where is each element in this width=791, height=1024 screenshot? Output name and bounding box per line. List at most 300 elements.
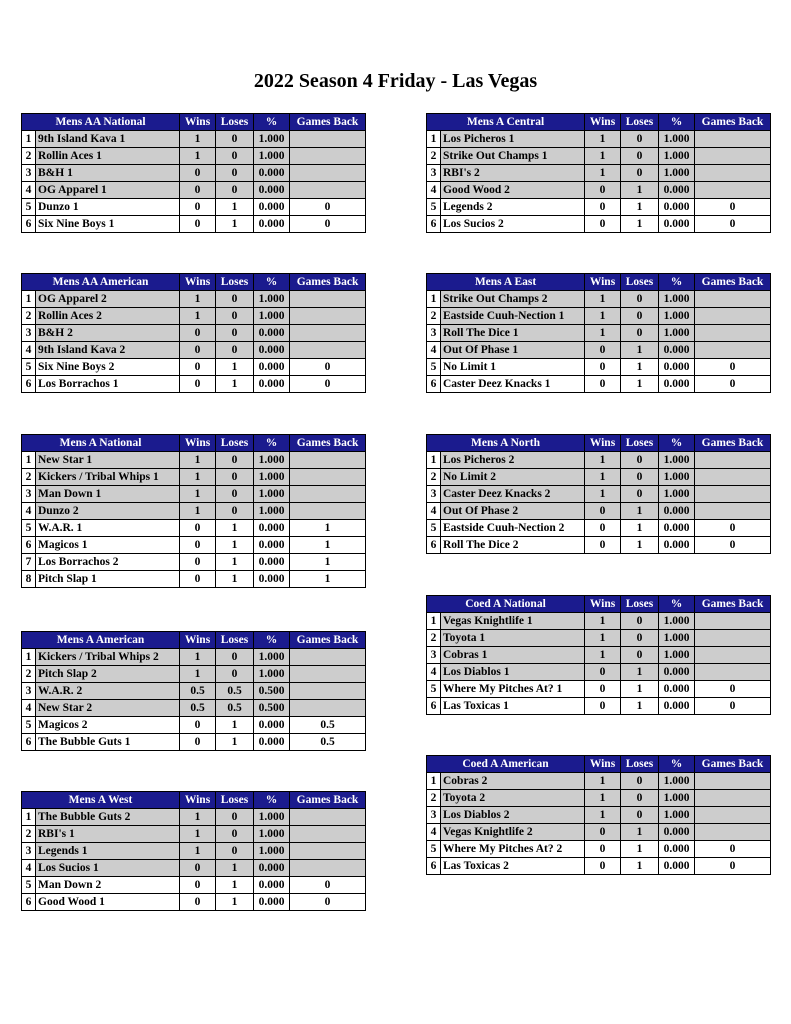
loses-cell: 0.5 <box>216 700 254 717</box>
rank-cell: 5 <box>427 520 441 537</box>
games-back-cell: 0 <box>695 520 771 537</box>
column-header-gb: Games Back <box>695 274 771 291</box>
standings-table <box>426 434 771 554</box>
table-row <box>427 291 771 308</box>
wins-cell: 1 <box>180 843 216 860</box>
column-header-wins: Wins <box>585 435 621 452</box>
wins-cell: 0 <box>180 717 216 734</box>
loses-cell: 0 <box>216 182 254 199</box>
table-row <box>22 376 366 393</box>
games-back-cell <box>290 325 366 342</box>
table-row <box>22 683 366 700</box>
team-cell: Roll The Dice 2 <box>441 537 585 554</box>
wins-cell: 0 <box>585 359 621 376</box>
loses-cell: 0 <box>621 325 659 342</box>
pct-cell: 0.000 <box>254 325 290 342</box>
games-back-cell: 0.5 <box>290 717 366 734</box>
loses-cell: 1 <box>621 182 659 199</box>
wins-cell: 1 <box>180 666 216 683</box>
rank-cell: 5 <box>22 717 36 734</box>
team-cell: Los Borrachos 1 <box>36 376 180 393</box>
wins-cell: 0 <box>585 342 621 359</box>
loses-cell: 0 <box>621 469 659 486</box>
table-row <box>427 858 771 875</box>
rank-cell: 6 <box>22 376 36 393</box>
pct-cell: 1.000 <box>659 807 695 824</box>
pct-cell: 0.000 <box>254 520 290 537</box>
table-header-row <box>22 632 366 649</box>
loses-cell: 0 <box>216 148 254 165</box>
team-cell: OG Apparel 1 <box>36 182 180 199</box>
column-header-pct: % <box>659 756 695 773</box>
team-cell: Cobras 2 <box>441 773 585 790</box>
loses-cell: 0 <box>216 342 254 359</box>
pct-cell: 0.000 <box>254 554 290 571</box>
rank-cell: 5 <box>427 841 441 858</box>
table-row <box>427 452 771 469</box>
standings-table <box>21 434 366 588</box>
table-row <box>427 647 771 664</box>
team-cell: Magicos 1 <box>36 537 180 554</box>
games-back-cell <box>695 325 771 342</box>
team-cell: RBI's 1 <box>36 826 180 843</box>
pct-cell: 1.000 <box>659 325 695 342</box>
pct-cell: 0.000 <box>254 342 290 359</box>
column-header-loses: Loses <box>621 114 659 131</box>
loses-cell: 0 <box>216 843 254 860</box>
games-back-cell: 1 <box>290 554 366 571</box>
division-name: Mens A Central <box>427 114 585 131</box>
table-header-row <box>427 435 771 452</box>
rank-cell: 2 <box>22 666 36 683</box>
pct-cell: 1.000 <box>254 503 290 520</box>
column-header-wins: Wins <box>180 632 216 649</box>
wins-cell: 0 <box>180 520 216 537</box>
loses-cell: 0 <box>216 469 254 486</box>
rank-cell: 2 <box>427 630 441 647</box>
team-cell: 9th Island Kava 2 <box>36 342 180 359</box>
rank-cell: 3 <box>427 165 441 182</box>
games-back-cell: 0 <box>695 537 771 554</box>
loses-cell: 1 <box>621 342 659 359</box>
table-row <box>427 199 771 216</box>
table-row <box>427 790 771 807</box>
column-header-pct: % <box>659 435 695 452</box>
team-cell: B&H 2 <box>36 325 180 342</box>
loses-cell: 0 <box>621 131 659 148</box>
pct-cell: 1.000 <box>659 165 695 182</box>
table-header-row <box>427 596 771 613</box>
column-header-loses: Loses <box>216 632 254 649</box>
team-cell: Out Of Phase 1 <box>441 342 585 359</box>
wins-cell: 0.5 <box>180 683 216 700</box>
team-cell: Pitch Slap 1 <box>36 571 180 588</box>
pct-cell: 1.000 <box>659 790 695 807</box>
pct-cell: 0.000 <box>254 877 290 894</box>
rank-cell: 1 <box>427 773 441 790</box>
games-back-cell: 1 <box>290 571 366 588</box>
loses-cell: 0 <box>216 503 254 520</box>
table-row <box>22 486 366 503</box>
column-header-loses: Loses <box>621 274 659 291</box>
table-row <box>427 807 771 824</box>
loses-cell: 1 <box>216 554 254 571</box>
loses-cell: 0 <box>216 666 254 683</box>
pct-cell: 0.000 <box>254 571 290 588</box>
pct-cell: 0.000 <box>254 199 290 216</box>
wins-cell: 1 <box>180 308 216 325</box>
column-header-wins: Wins <box>585 596 621 613</box>
loses-cell: 1 <box>216 199 254 216</box>
table-row <box>22 452 366 469</box>
rank-cell: 3 <box>427 325 441 342</box>
rank-cell: 3 <box>22 843 36 860</box>
games-back-cell <box>290 148 366 165</box>
rank-cell: 4 <box>427 824 441 841</box>
column-header-loses: Loses <box>621 596 659 613</box>
rank-cell: 4 <box>427 182 441 199</box>
games-back-cell <box>695 807 771 824</box>
loses-cell: 1 <box>621 520 659 537</box>
team-cell: Los Sucios 2 <box>441 216 585 233</box>
wins-cell: 0 <box>180 376 216 393</box>
games-back-cell <box>290 182 366 199</box>
team-cell: Kickers / Tribal Whips 1 <box>36 469 180 486</box>
loses-cell: 0 <box>216 308 254 325</box>
pct-cell: 1.000 <box>659 131 695 148</box>
team-cell: Los Sucios 1 <box>36 860 180 877</box>
loses-cell: 0 <box>621 613 659 630</box>
table-row <box>22 700 366 717</box>
games-back-cell: 0 <box>290 376 366 393</box>
games-back-cell: 0 <box>695 359 771 376</box>
table-row <box>22 182 366 199</box>
rank-cell: 4 <box>22 503 36 520</box>
pct-cell: 0.000 <box>659 503 695 520</box>
team-cell: No Limit 1 <box>441 359 585 376</box>
pct-cell: 0.000 <box>659 376 695 393</box>
wins-cell: 0 <box>180 199 216 216</box>
rank-cell: 3 <box>427 486 441 503</box>
table-row <box>427 503 771 520</box>
wins-cell: 1 <box>585 790 621 807</box>
wins-cell: 1 <box>180 291 216 308</box>
wins-cell: 0 <box>585 520 621 537</box>
team-cell: Magicos 2 <box>36 717 180 734</box>
table-row <box>427 469 771 486</box>
rank-cell: 3 <box>22 683 36 700</box>
column-header-pct: % <box>254 435 290 452</box>
games-back-cell <box>290 131 366 148</box>
loses-cell: 1 <box>216 571 254 588</box>
rank-cell: 2 <box>22 148 36 165</box>
rank-cell: 4 <box>427 664 441 681</box>
wins-cell: 1 <box>585 469 621 486</box>
games-back-cell <box>695 486 771 503</box>
rank-cell: 5 <box>427 681 441 698</box>
pct-cell: 0.000 <box>659 841 695 858</box>
column-header-gb: Games Back <box>695 114 771 131</box>
games-back-cell <box>290 683 366 700</box>
page-title: 2022 Season 4 Friday - Las Vegas <box>253 70 538 92</box>
pct-cell: 1.000 <box>659 469 695 486</box>
pct-cell: 0.000 <box>659 520 695 537</box>
loses-cell: 1 <box>621 503 659 520</box>
column-header-gb: Games Back <box>290 435 366 452</box>
standings-table <box>426 755 771 875</box>
games-back-cell: 0 <box>290 877 366 894</box>
pct-cell: 0.000 <box>254 860 290 877</box>
pct-cell: 1.000 <box>659 486 695 503</box>
wins-cell: 1 <box>180 131 216 148</box>
pct-cell: 0.000 <box>254 717 290 734</box>
games-back-cell <box>695 131 771 148</box>
games-back-cell <box>290 469 366 486</box>
pct-cell: 0.000 <box>254 376 290 393</box>
table-row <box>22 325 366 342</box>
column-header-wins: Wins <box>585 114 621 131</box>
pct-cell: 0.000 <box>659 359 695 376</box>
table-row <box>22 503 366 520</box>
team-cell: Cobras 1 <box>441 647 585 664</box>
games-back-cell <box>290 291 366 308</box>
wins-cell: 1 <box>585 325 621 342</box>
rank-cell: 6 <box>22 216 36 233</box>
team-cell: Man Down 2 <box>36 877 180 894</box>
wins-cell: 0 <box>180 182 216 199</box>
wins-cell: 0 <box>585 199 621 216</box>
pct-cell: 1.000 <box>254 308 290 325</box>
wins-cell: 1 <box>180 148 216 165</box>
table-header-row <box>427 114 771 131</box>
division-name: Coed A National <box>427 596 585 613</box>
pct-cell: 0.000 <box>659 858 695 875</box>
pct-cell: 0.000 <box>254 359 290 376</box>
loses-cell: 0 <box>216 486 254 503</box>
team-cell: Legends 1 <box>36 843 180 860</box>
table-row <box>22 199 366 216</box>
table-row <box>22 734 366 751</box>
table-row <box>427 165 771 182</box>
games-back-cell <box>695 503 771 520</box>
team-cell: Los Picheros 2 <box>441 452 585 469</box>
games-back-cell <box>290 700 366 717</box>
column-header-pct: % <box>254 792 290 809</box>
games-back-cell <box>695 630 771 647</box>
rank-cell: 6 <box>427 698 441 715</box>
rank-cell: 4 <box>22 342 36 359</box>
team-cell: RBI's 2 <box>441 165 585 182</box>
games-back-cell: 1 <box>290 537 366 554</box>
team-cell: New Star 2 <box>36 700 180 717</box>
team-cell: The Bubble Guts 1 <box>36 734 180 751</box>
team-cell: W.A.R. 2 <box>36 683 180 700</box>
wins-cell: 0 <box>180 894 216 911</box>
division-name: Mens AA National <box>22 114 180 131</box>
rank-cell: 4 <box>22 182 36 199</box>
loses-cell: 0 <box>621 807 659 824</box>
loses-cell: 0 <box>621 647 659 664</box>
loses-cell: 0 <box>216 325 254 342</box>
table-row <box>22 860 366 877</box>
column-header-wins: Wins <box>180 435 216 452</box>
games-back-cell <box>290 826 366 843</box>
column-header-wins: Wins <box>180 114 216 131</box>
team-cell: Roll The Dice 1 <box>441 325 585 342</box>
wins-cell: 1 <box>585 630 621 647</box>
standings-table <box>21 631 366 751</box>
table-row <box>22 666 366 683</box>
division-name: Mens A American <box>22 632 180 649</box>
team-cell: The Bubble Guts 2 <box>36 809 180 826</box>
loses-cell: 0 <box>216 826 254 843</box>
pct-cell: 1.000 <box>254 148 290 165</box>
games-back-cell: 0 <box>695 841 771 858</box>
team-cell: Out Of Phase 2 <box>441 503 585 520</box>
table-row <box>22 826 366 843</box>
table-row <box>22 148 366 165</box>
pct-cell: 0.000 <box>254 537 290 554</box>
pct-cell: 0.000 <box>659 664 695 681</box>
table-row <box>22 877 366 894</box>
rank-cell: 1 <box>22 131 36 148</box>
division-name: Mens A East <box>427 274 585 291</box>
column-header-gb: Games Back <box>695 435 771 452</box>
loses-cell: 1 <box>216 359 254 376</box>
pct-cell: 0.500 <box>254 683 290 700</box>
team-cell: Eastside Cuuh-Nection 2 <box>441 520 585 537</box>
games-back-cell <box>290 843 366 860</box>
rank-cell: 6 <box>427 858 441 875</box>
column-header-gb: Games Back <box>290 792 366 809</box>
rank-cell: 4 <box>22 860 36 877</box>
rank-cell: 4 <box>427 503 441 520</box>
games-back-cell <box>290 165 366 182</box>
rank-cell: 2 <box>22 308 36 325</box>
pct-cell: 1.000 <box>659 148 695 165</box>
team-cell: Pitch Slap 2 <box>36 666 180 683</box>
wins-cell: 1 <box>585 613 621 630</box>
rank-cell: 6 <box>427 216 441 233</box>
rank-cell: 1 <box>427 613 441 630</box>
rank-cell: 5 <box>22 199 36 216</box>
table-header-row <box>427 274 771 291</box>
loses-cell: 1 <box>621 824 659 841</box>
pct-cell: 1.000 <box>659 452 695 469</box>
table-row <box>22 165 366 182</box>
games-back-cell <box>695 165 771 182</box>
loses-cell: 1 <box>216 894 254 911</box>
pct-cell: 1.000 <box>254 291 290 308</box>
team-cell: Los Picheros 1 <box>441 131 585 148</box>
games-back-cell <box>695 613 771 630</box>
pct-cell: 1.000 <box>254 666 290 683</box>
loses-cell: 0 <box>621 790 659 807</box>
pct-cell: 1.000 <box>659 613 695 630</box>
rank-cell: 1 <box>22 452 36 469</box>
pct-cell: 0.000 <box>659 824 695 841</box>
team-cell: Man Down 1 <box>36 486 180 503</box>
games-back-cell: 0 <box>695 681 771 698</box>
table-row <box>427 148 771 165</box>
loses-cell: 1 <box>621 376 659 393</box>
wins-cell: 0 <box>585 503 621 520</box>
games-back-cell <box>695 342 771 359</box>
table-row <box>427 613 771 630</box>
loses-cell: 1 <box>216 216 254 233</box>
loses-cell: 0 <box>621 630 659 647</box>
pct-cell: 1.000 <box>254 452 290 469</box>
rank-cell: 2 <box>427 308 441 325</box>
games-back-cell <box>290 342 366 359</box>
rank-cell: 1 <box>22 649 36 666</box>
table-header-row <box>22 114 366 131</box>
table-row <box>22 554 366 571</box>
loses-cell: 1 <box>621 664 659 681</box>
table-row <box>427 773 771 790</box>
division-name: Coed A American <box>427 756 585 773</box>
column-header-gb: Games Back <box>290 274 366 291</box>
team-cell: Legends 2 <box>441 199 585 216</box>
pct-cell: 0.000 <box>254 734 290 751</box>
games-back-cell: 0 <box>290 216 366 233</box>
wins-cell: 1 <box>180 809 216 826</box>
team-cell: Kickers / Tribal Whips 2 <box>36 649 180 666</box>
team-cell: Dunzo 1 <box>36 199 180 216</box>
column-header-loses: Loses <box>216 435 254 452</box>
games-back-cell <box>290 809 366 826</box>
loses-cell: 1 <box>621 698 659 715</box>
column-header-pct: % <box>659 114 695 131</box>
loses-cell: 1 <box>216 877 254 894</box>
wins-cell: 1 <box>180 486 216 503</box>
team-cell: 9th Island Kava 1 <box>36 131 180 148</box>
loses-cell: 0 <box>621 773 659 790</box>
rank-cell: 5 <box>427 359 441 376</box>
wins-cell: 0 <box>180 537 216 554</box>
wins-cell: 0 <box>585 858 621 875</box>
loses-cell: 1 <box>621 359 659 376</box>
wins-cell: 0 <box>585 698 621 715</box>
wins-cell: 0 <box>180 571 216 588</box>
team-cell: B&H 1 <box>36 165 180 182</box>
column-header-loses: Loses <box>216 274 254 291</box>
games-back-cell: 0 <box>695 858 771 875</box>
table-header-row <box>22 435 366 452</box>
rank-cell: 3 <box>22 165 36 182</box>
wins-cell: 1 <box>180 469 216 486</box>
loses-cell: 1 <box>621 537 659 554</box>
team-cell: New Star 1 <box>36 452 180 469</box>
wins-cell: 1 <box>180 826 216 843</box>
games-back-cell: 0 <box>290 359 366 376</box>
wins-cell: 0 <box>180 359 216 376</box>
team-cell: Dunzo 2 <box>36 503 180 520</box>
table-row <box>427 681 771 698</box>
table-row <box>427 664 771 681</box>
table-header-row <box>22 274 366 291</box>
pct-cell: 0.500 <box>254 700 290 717</box>
games-back-cell <box>695 790 771 807</box>
rank-cell: 1 <box>427 452 441 469</box>
wins-cell: 1 <box>180 649 216 666</box>
loses-cell: 1 <box>216 717 254 734</box>
wins-cell: 0 <box>180 554 216 571</box>
games-back-cell <box>695 824 771 841</box>
games-back-cell: 0 <box>290 199 366 216</box>
games-back-cell: 0 <box>695 376 771 393</box>
loses-cell: 0 <box>216 649 254 666</box>
